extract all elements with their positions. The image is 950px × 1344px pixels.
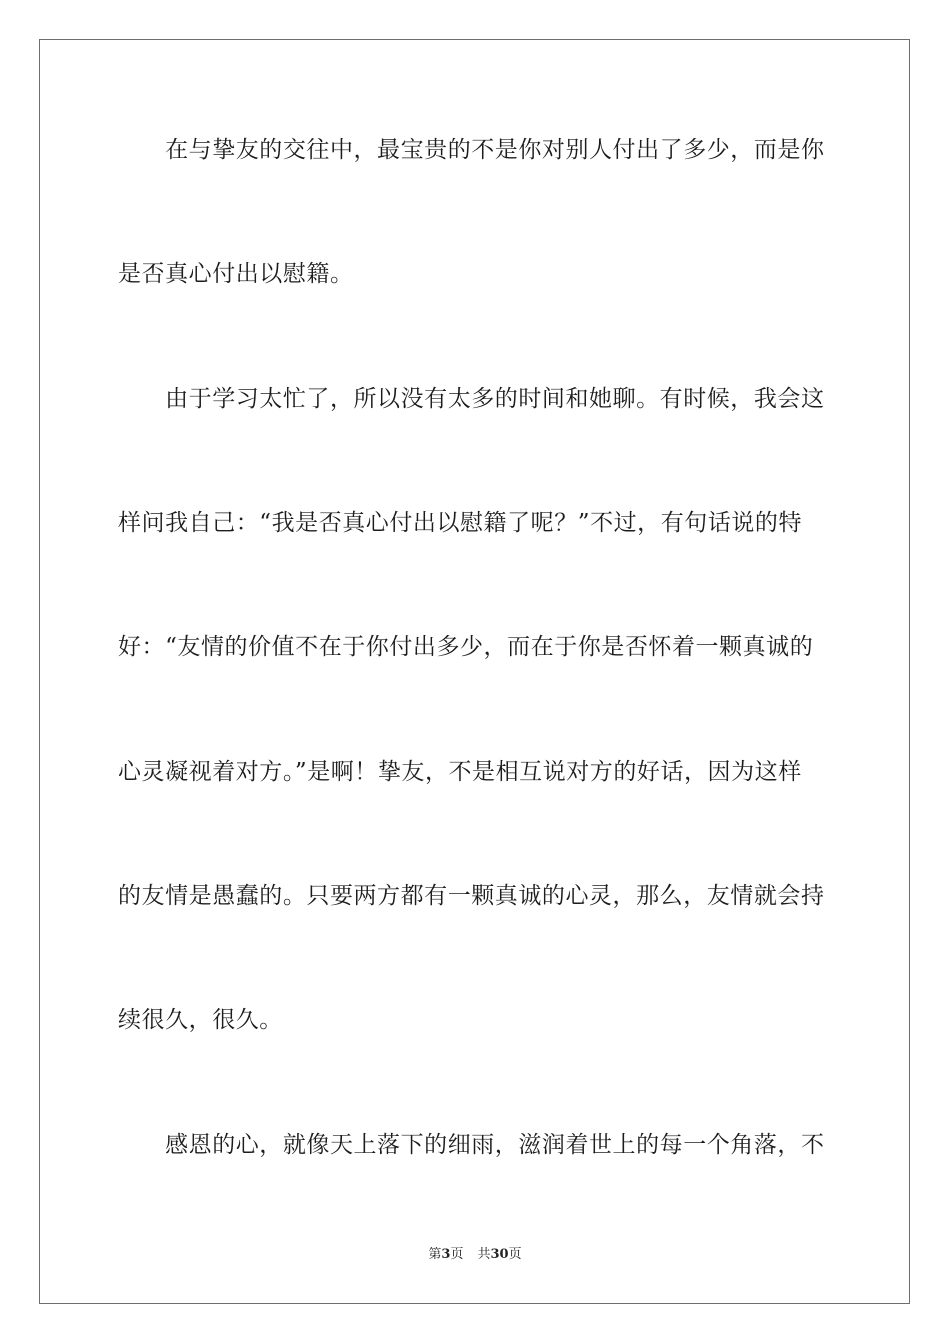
paragraph-line: 好：“友情的价值不在于你付出多少，而在于你是否怀着一颗真诚的 (118, 634, 814, 660)
paragraph-line: 由于学习太忙了，所以没有太多的时间和她聊。有时候，我会这 (118, 386, 825, 412)
page-footer (0, 1246, 950, 1264)
paragraph-line: 感恩的心，就像天上落下的细雨，滋润着世上的每一个角落，不 (118, 1132, 825, 1158)
paragraph-line: 在与挚友的交往中，最宝贵的不是你对别人付出了多少，而是你 (118, 137, 825, 163)
total-suffix: 页 (508, 1247, 522, 1262)
page-prefix: 第 (428, 1247, 442, 1262)
page-suffix: 页 (450, 1247, 464, 1262)
paragraph-line: 的友情是愚蠢的。只要两方都有一颗真诚的心灵，那么，友情就会持 (118, 883, 825, 909)
page-total: 30 (490, 1247, 509, 1262)
paragraph-line: 是否真心付出以慰籍。 (118, 261, 354, 287)
page-border (39, 39, 910, 1304)
paragraph-line: 心灵凝视着对方。”是啊！挚友，不是相互说对方的好话，因为这样 (118, 759, 802, 785)
paragraph-line: 样问我自己：“我是否真心付出以慰籍了呢？”不过，有句话说的特 (118, 510, 803, 536)
total-prefix: 共 (477, 1247, 491, 1262)
page-current: 3 (441, 1247, 451, 1262)
paragraph-line: 续很久，很久。 (118, 1007, 283, 1033)
